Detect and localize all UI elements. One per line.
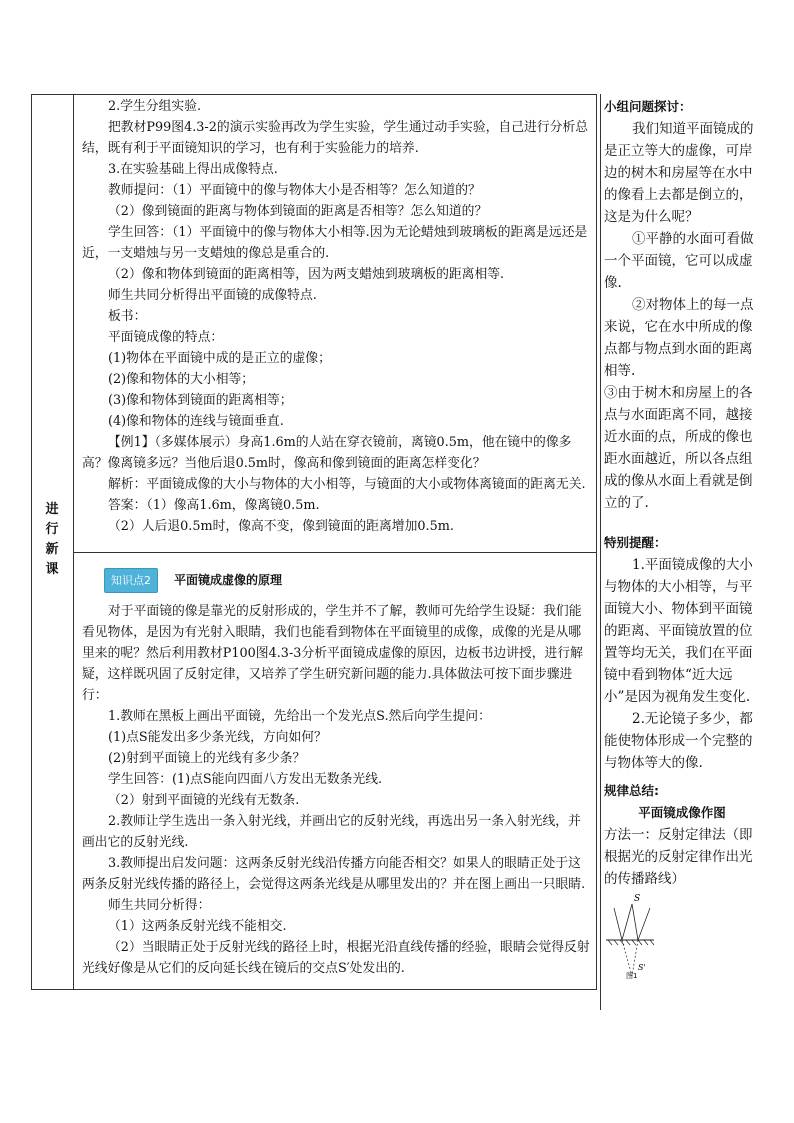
incident-ray [622,904,632,940]
table-column-divider [73,94,74,990]
paragraph: ③由于树木和房屋上的各点与水面距离不同，越接近水面的点，所成的像也距水面越近，所以各点组成的像从水面上看就是倒立的了. [604,385,753,511]
point-s-prime-label: S' [638,963,646,972]
paragraph: 1.平面镜成像的大小与物体的大小相等，与平面镜大小、物体到平面镜的距离、平面镜放置的位置等均无关，我们在平面镜中看到物体“近大远小”是因为视角发生变化. [604,557,753,705]
mirror-reflection-figure [604,890,664,980]
paragraph: （2）当眼睛正处于反射光线的路径上时，根据光沿直线传播的经验，眼睛会觉得反射光线好像是从它们的反向延长线在镜后的交点S′处发出的. [82,940,590,976]
paragraph: 3.教师提出启发问题：这两条反射光线沿传播方向能否相交？如果人的眼睛正处于这两条反射光线传播的路径上，会觉得这两条光线是从哪里发出的？并在图上画出一只眼睛. [82,856,586,892]
sidebar-divider [600,94,601,1010]
reflected-ray [638,908,650,940]
special-reminder [604,532,760,774]
rule-summary-title: 规律总结: [604,783,659,798]
knowledge-point-badge: 知识点2 [104,568,158,593]
paragraph: 我们知道平面镜成的是正立等大的虚像，可岸边的树木和房屋等在水中的像看上去都是倒立的，这是为什么呢？ [604,121,754,225]
principle-section [82,568,590,979]
paragraph: （2）人后退0.5m时，像高不变，像到镜面的距离增加0.5m. [108,519,454,534]
rule-summary-subtitle: 平面镜成像作图 [638,805,726,820]
paragraph: 解析：平面镜成像的大小与物体的大小相等，与镜面的大小或物体离镜面的距离无关. [108,477,586,492]
paragraph: 3.在实验基础上得出成像特点. [108,162,278,177]
principle-paragraphs [82,601,590,979]
paragraph: 2.无论镜子多少，都能使物体形成一个完整的与物体等大的像. [604,711,753,771]
special-reminder-body [604,554,760,774]
point-s-label: S [634,894,641,904]
side-label-char: 新 [45,542,59,557]
paragraph: (1)点S能发出多少条光线，方向如何？ [108,730,327,745]
side-label-char: 课 [45,562,59,577]
figure-caption: 图1 [626,972,638,980]
rule-summary [604,780,760,890]
side-label-new-lesson [31,500,73,580]
group-discussion-body [604,118,760,514]
knowledge-point-title: 平面镜成虚像的原理 [174,573,283,587]
paragraph: （2）射到平面镜的光线有无数条. [108,793,300,808]
paragraph: (4)像和物体的连线与镜面垂直. [108,414,284,429]
paragraph: 学生回答：（1）平面镜中的像与物体大小相等.因为无论蜡烛到玻璃板的距离是远还是近，一支蜡烛与另一支蜡烛的像总是重合的. [82,225,588,261]
rule-summary-body: 方法一：反射定律法（即根据光的反射定律作出光的传播路线） [604,827,753,887]
paragraph: 师生共同分析得： [108,898,211,913]
experiment-section [82,96,590,537]
reflected-ray [614,908,622,940]
side-label-char: 行 [45,522,59,537]
side-label-char: 进 [45,502,59,517]
paragraph: ②对物体上的每一点来说，它在水中所成的像点都与物点到水面的距离相等. [604,297,754,379]
paragraph: （1）这两条反射光线不能相交. [108,919,287,934]
special-reminder-title: 特别提醒： [604,535,667,550]
paragraph: 2.教师让学生选出一条入射光线，并画出它的反射光线，再选出另一条入射光线，并画出它的反射光线. [82,814,581,850]
paragraph: 1.教师在黑板上画出平面镜，先给出一个发光点S.然后向学生提问： [108,709,491,724]
paragraph: 师生共同分析得出平面镜的成像特点. [108,288,317,303]
paragraph: 2.学生分组实验. [108,99,202,114]
extension-line [622,940,632,976]
paragraph: ①平静的水面可看做一个平面镜，它可以成虚像. [604,231,754,291]
paragraph: 答案：（1）像高1.6m，像离镜0.5m. [108,498,320,513]
paragraph: 【例1】（多媒体展示）身高1.6m的人站在穿衣镜前，离镜0.5m，他在镜中的像多高？像离镜多远？当他后退0.5m时，像高和像到镜面的距离怎样变化？ [82,435,572,471]
group-discussion [604,96,760,514]
paragraph: （2）像和物体到镜面的距离相等，因为两支蜡烛到玻璃板的距离相等. [108,267,505,282]
group-discussion-title: 小组问题探讨： [604,99,692,114]
paragraph: (2)射到平面镜上的光线有多少条？ [108,751,306,766]
paragraph: (3)像和物体到镜面的距离相等； [108,393,293,408]
section-divider [73,552,597,553]
paragraph: (1)物体在平面镜中成的是正立的虚像； [108,351,331,366]
paragraph: （2）像到镜面的距离与物体到镜面的距离是否相等？怎么知道的？ [108,204,488,219]
paragraph: 平面镜成像的特点： [108,330,224,345]
knowledge-point-header [104,568,590,593]
paragraph: 学生回答：(1)点S能向四面八方发出无数条光线. [108,772,383,787]
paragraph: 教师提问：（1）平面镜中的像与物体大小是否相等？怎么知道的？ [108,183,481,198]
paragraph: 把教材P99图4.3-2的演示实验再改为学生实验，学生通过动手实验，自己进行分析总结，既有利于平面镜知识的学习，也有利于实验能力的培养. [82,120,589,156]
paragraph: 板书： [108,309,147,324]
paragraph: (2)像和物体的大小相等； [108,372,255,387]
paragraph: 对于平面镜的像是靠光的反射形成的，学生并不了解，教师可先给学生设疑：我们能看见物体，是因为有光射入眼睛，我们也能看到物体在平面镜里的成像，成像的光是从哪里来的呢？然后利用教材P100图4.3-3分析平面镜成虚像的原因，边板书边讲授，进行解疑，这样既巩固了反射定律，又培养了学生研究新问题的能力.具体做法可按下面步骤进行： [82,604,583,703]
incident-ray [632,904,638,940]
